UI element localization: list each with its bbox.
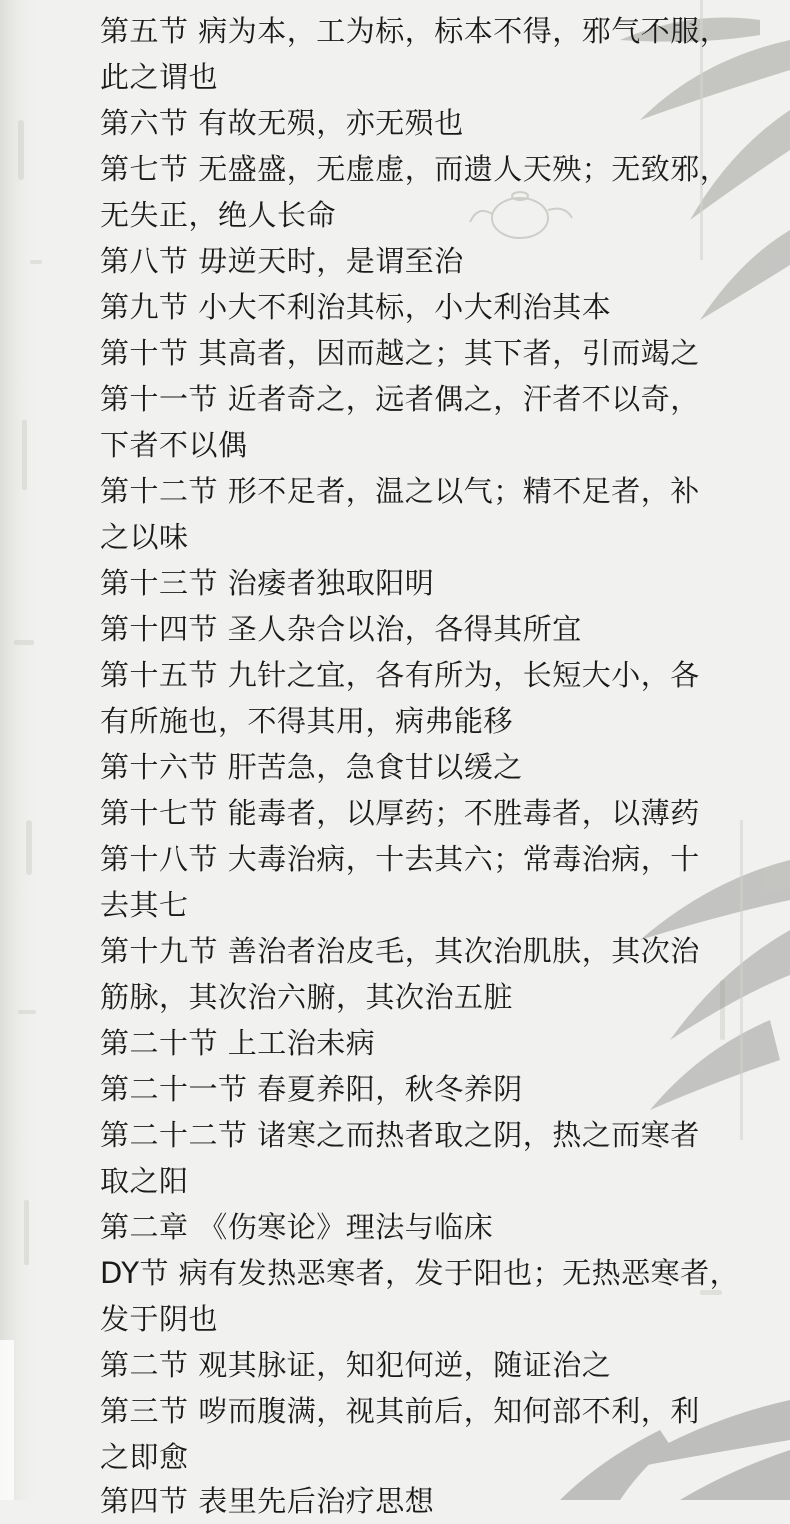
toc-line: 第六节 有故无殒，亦无殒也 <box>100 106 464 140</box>
toc-line: 第十二节 形不足者，温之以气；精不足者，补 <box>100 474 700 508</box>
toc-line: 第十三节 治痿者独取阳明 <box>100 566 435 600</box>
toc-line: 取之阳 <box>100 1164 189 1198</box>
toc-line: 第十六节 肝苦急，急食甘以缓之 <box>100 750 523 784</box>
toc-line: 第七节 无盛盛，无虚虚，而遗人天殃；无致邪， <box>100 152 730 186</box>
toc-line: 第四节 表里先后治疗思想 <box>100 1484 435 1518</box>
toc-line: 第二十二节 诸寒之而热者取之阴，热之而寒者 <box>100 1118 700 1152</box>
toc-line: 第二十一节 春夏养阳，秋冬养阴 <box>100 1072 523 1106</box>
toc-line: 之以味 <box>100 520 189 554</box>
toc-line: 第八节 毋逆天时，是谓至治 <box>100 244 464 278</box>
toc-line: 有所施也，不得其用，病弗能移 <box>100 704 514 738</box>
toc-line: 第十九节 善治者治皮毛，其次治肌肤，其次治 <box>100 934 700 968</box>
toc-line: 发于阴也 <box>100 1302 219 1336</box>
toc-line: 第二章 《伤寒论》理法与临床 <box>100 1210 494 1244</box>
toc-line: 之即愈 <box>100 1440 189 1474</box>
toc-line: 第九节 小大不利治其标，小大利治其本 <box>100 290 612 324</box>
toc-line: 第十四节 圣人杂合以治，各得其所宜 <box>100 612 582 646</box>
toc-line: 第十八节 大毒治病，十去其六；常毒治病，十 <box>100 842 700 876</box>
left-edge-strip <box>0 1340 14 1500</box>
toc-line: 筋脉，其次治六腑，其次治五脏 <box>100 980 514 1014</box>
toc-line: 下者不以偶 <box>100 428 248 462</box>
toc-line: 第十一节 近者奇之，远者偶之，汗者不以奇， <box>100 382 700 416</box>
toc-line: 第十七节 能毒者，以厚药；不胜毒者，以薄药 <box>100 796 700 830</box>
toc-line: 第十节 其高者，因而越之；其下者，引而竭之 <box>100 336 700 370</box>
toc-line: DY节 病有发热恶寒者，发于阳也；无热恶寒者， <box>100 1256 740 1290</box>
toc-line: 第五节 病为本，工为标，标本不得，邪气不服， <box>100 14 730 48</box>
toc-line: 此之谓也 <box>100 60 219 94</box>
toc-line: 去其七 <box>100 888 189 922</box>
toc-line: 第二十节 上工治未病 <box>100 1026 376 1060</box>
toc-line: 第三节 哕而腹满，视其前后，知何部不利，利 <box>100 1394 700 1428</box>
toc-line: 第十五节 九针之宜，各有所为，长短大小，各 <box>100 658 700 692</box>
toc-line: 第二节 观其脉证，知犯何逆，随证治之 <box>100 1348 612 1382</box>
toc-line: 无失正，绝人长命 <box>100 198 337 232</box>
